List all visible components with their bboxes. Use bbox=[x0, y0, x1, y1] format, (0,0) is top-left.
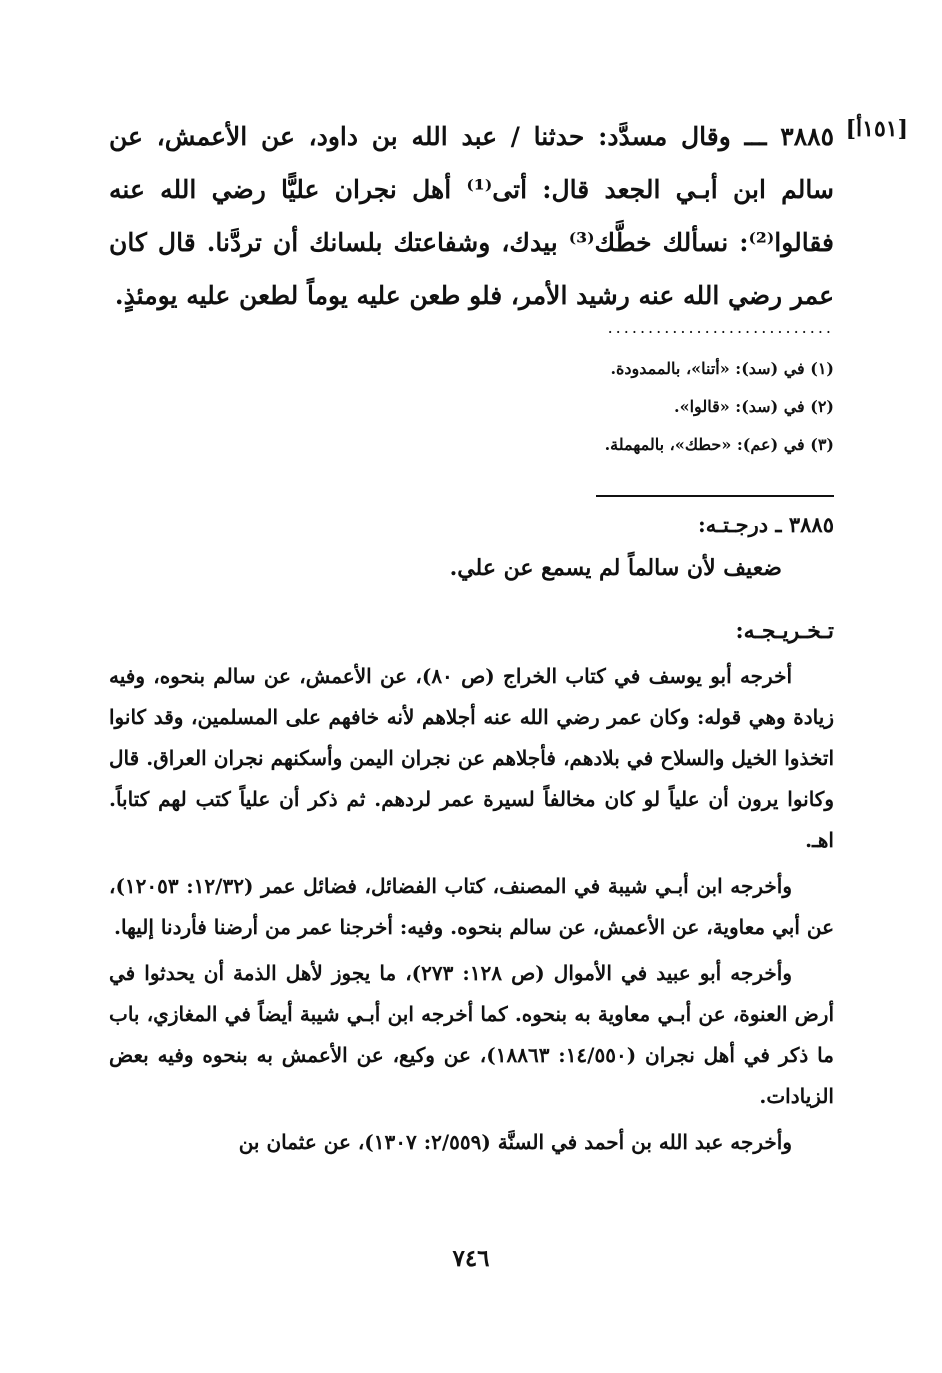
takhrij-paragraph-3: وأخرجه أبو عبيد في الأموال (ص ١٢٨: ٢٧٣)، ما يجوز لأهل الذمة أن يحدثوا في أرض العنوة، عن أبـي معاوية به بنحوه. كما أخرجه ابن أبـي شيبة أيضاً في المغازي، باب ما ذكر في أهل نجران (١٤/٥٥٠: ١٨٨٦٣)، عن وكيع، عن الأعمش به بنحوه وفيه بعض الزيادات. bbox=[109, 961, 834, 1108]
hadith-text bbox=[109, 110, 834, 322]
footnote-3: (٣) في (عم): «حطك»، بالمهملة. bbox=[604, 435, 834, 454]
section-divider bbox=[596, 495, 834, 497]
hadith-number: ٣٨٨٥ bbox=[780, 122, 834, 151]
page-number: ٧٤٦ bbox=[452, 1245, 490, 1272]
takhrij-paragraph-4: وأخرجه عبد الله بن أحمد في السنَّة (٢/٥٥٩: ١٣٠٧)، عن عثمان بن bbox=[238, 1130, 792, 1154]
grade-heading: ٣٨٨٥ ـ درجـتـه: bbox=[697, 512, 834, 537]
hadith-body: ـــ وقال مسدَّد: حدثنا / عبد الله بن داود، عن الأعمش، عن سالم ابن أبـي الجعد قال: أتى⁽¹⁾ أهل نجران عليًّا رضي الله عنه فقالوا⁽²⁾: نسألك خطَّك⁽³⁾ بيدك، وشفاعتك بلسانك أن تردَّنا. قال كان عمر رضي الله عنه رشيد الأمر، فلو طعن عليه يوماً لطعن عليه يومئذٍ. bbox=[109, 122, 834, 310]
footnote-1: (١) في (سد): «أتنا»، بالممدودة. bbox=[610, 359, 834, 378]
grade-text: ضعيف لأن سالماً لم يسمع عن علي. bbox=[449, 555, 782, 581]
footnote-2: (٢) في (سد): «قالوا». bbox=[674, 397, 834, 416]
margin-folio-reference: [١٥١أ] bbox=[845, 116, 908, 142]
footnote-separator: ............................ bbox=[607, 318, 834, 337]
takhrij-paragraph-2: وأخرجه ابن أبـي شيبة في المصنف، كتاب الفضائل، فضائل عمر (١٢/٣٢: ١٢٠٥٣)، عن أبي معاوية، عن الأعمش، عن سالم بنحوه. وفيه: أخرجنا عمر من أرضنا فأردنا إليها. bbox=[109, 874, 834, 939]
takhrij-paragraph-1: أخرجه أبو يوسف في كتاب الخراج (ص ٨٠)، عن الأعمش، عن سالم بنحوه، وفيه زيادة وهي قوله: وكان عمر رضي الله عنه أجلاهم لأنه خافهم على المسلمين، وقد كانوا اتخذوا الخيل والسلاح في بلادهم، فأجلاهم عن نجران اليمن وأسكنهم نجران العراق. قال وكانوا يرون أن علياً لو كان مخالفاً لسيرة عمر لردهم. ثم ذكر أن علياً كتب لهم كتاباً. اهـ. bbox=[109, 664, 834, 852]
footnotes bbox=[109, 350, 834, 464]
takhrij-section bbox=[109, 656, 834, 1168]
takhrij-heading: تـخـريـجـه: bbox=[735, 618, 834, 644]
